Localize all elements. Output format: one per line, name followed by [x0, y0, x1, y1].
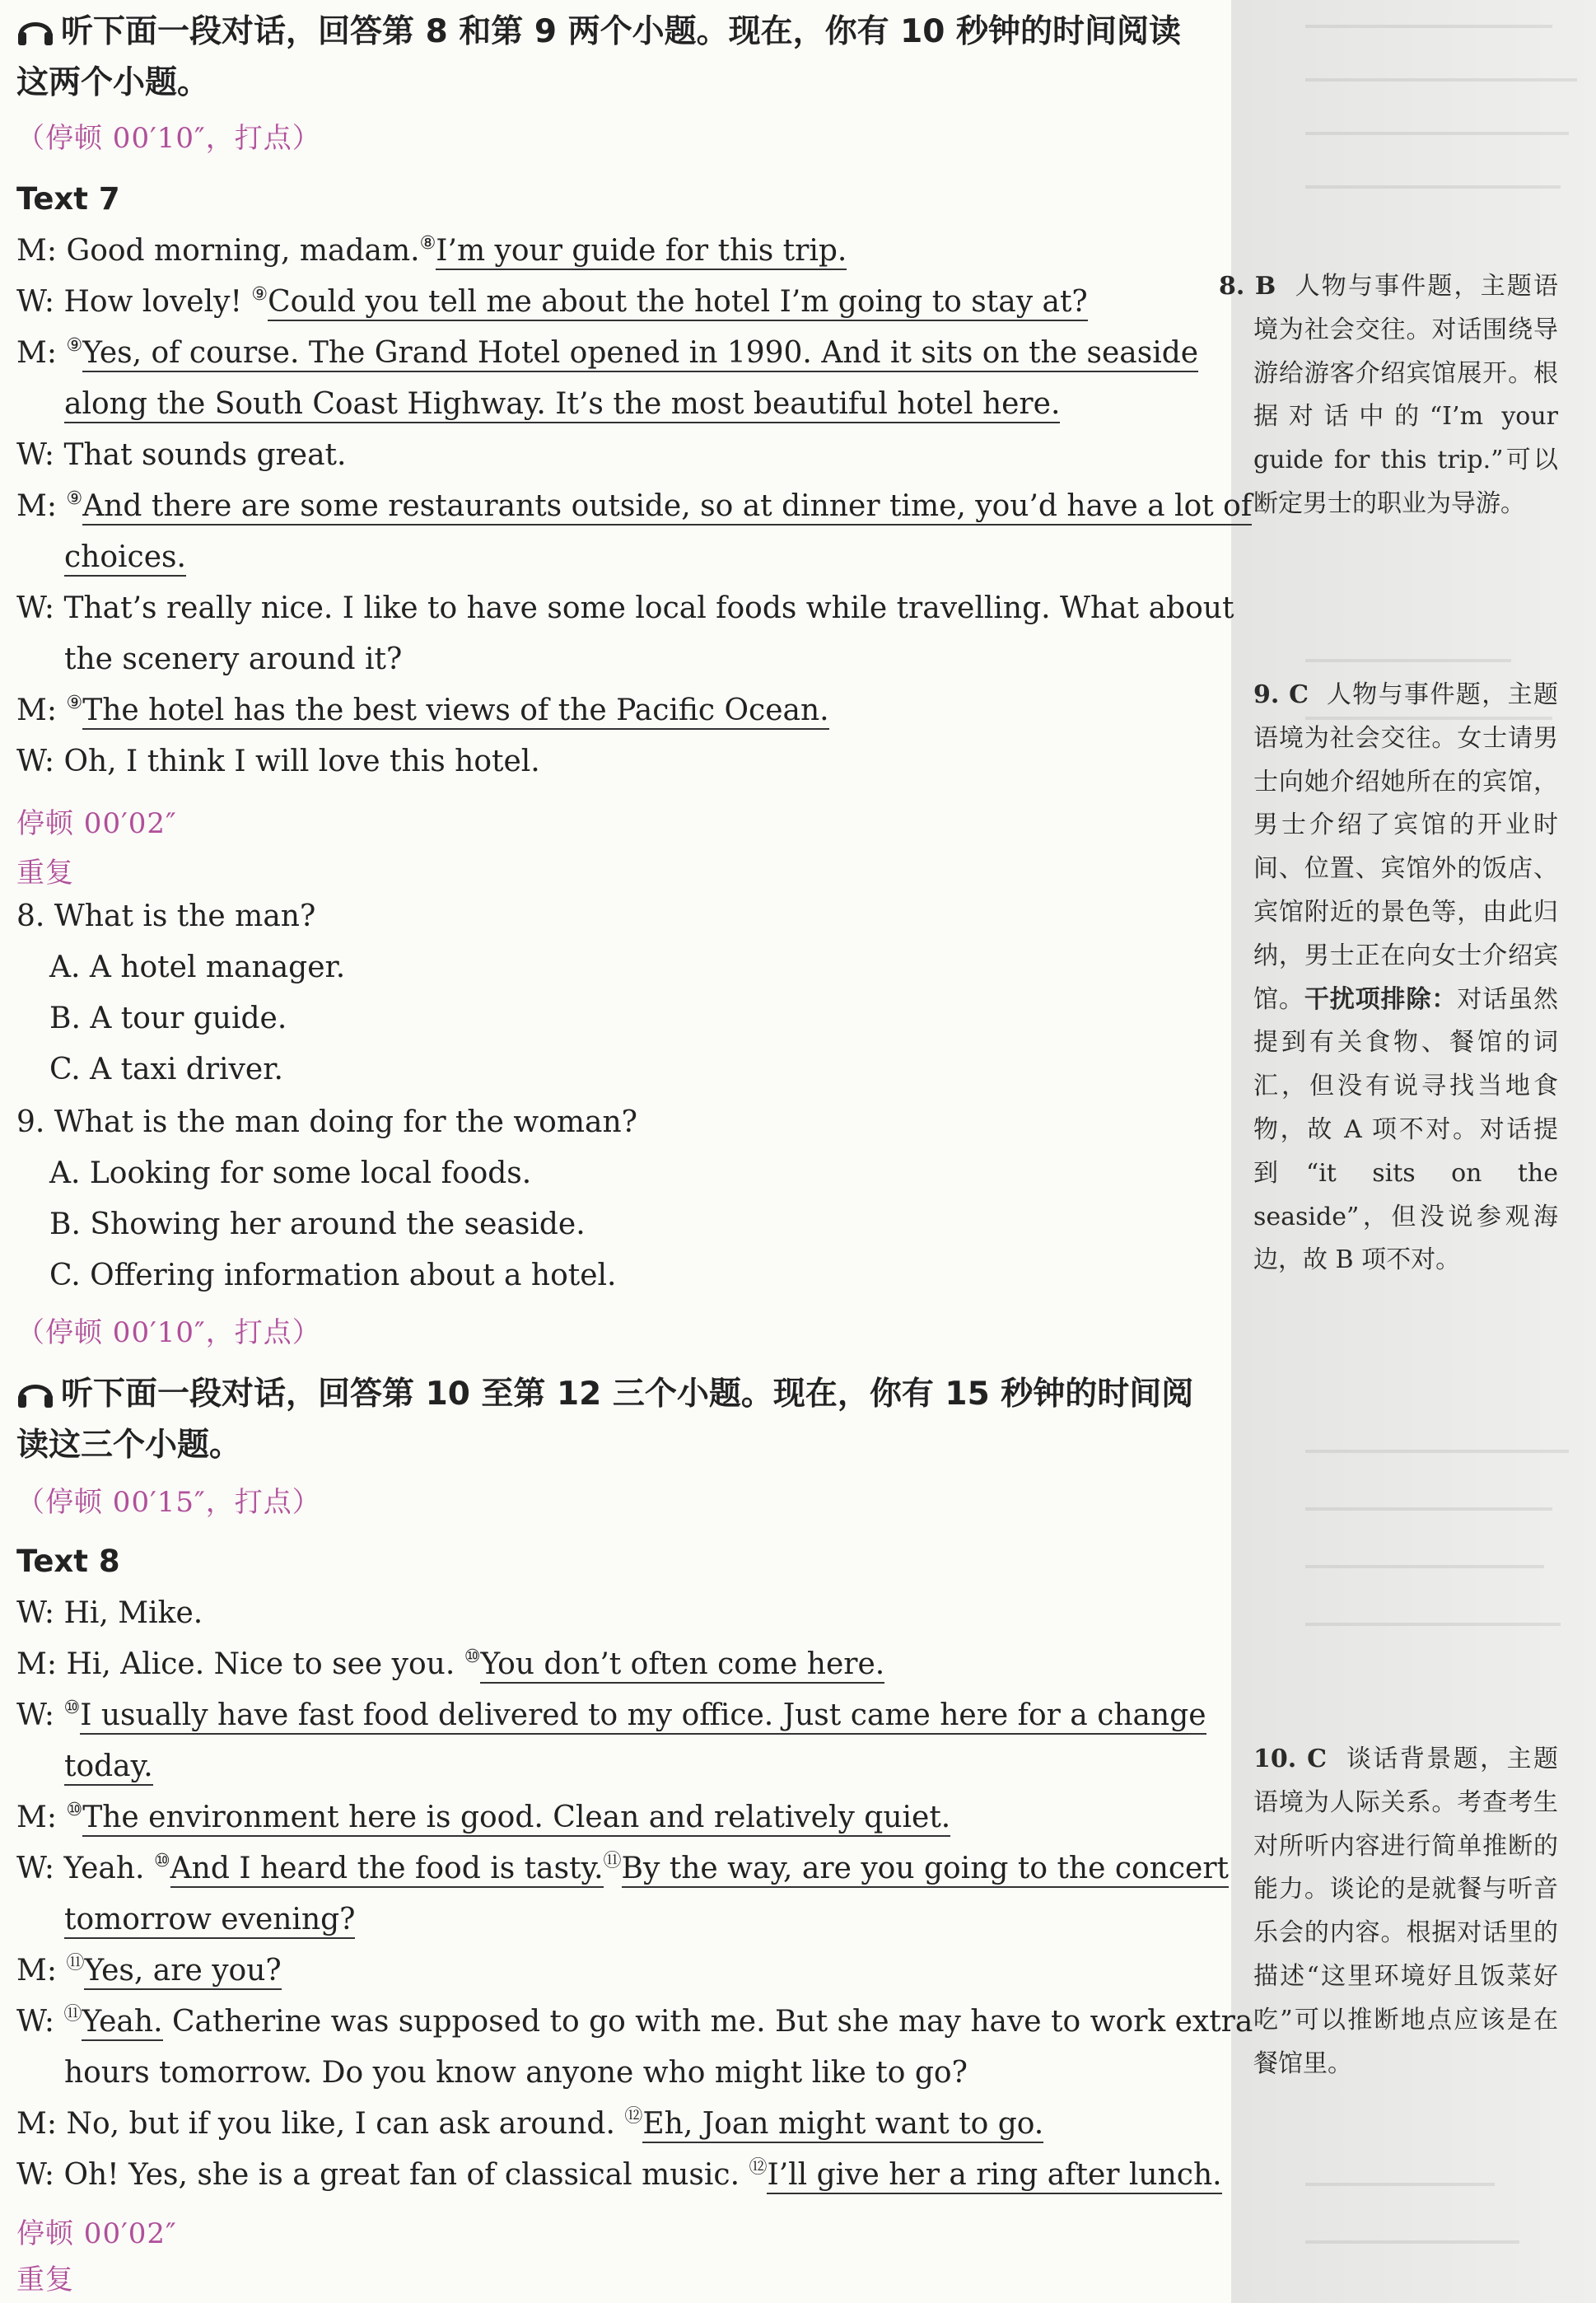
dialogue-line: the scenery around it? [64, 642, 403, 676]
dialogue-line: M: Hi, Alice. Nice to see you. ⑩You don’t often come here. [16, 1646, 1202, 1684]
dialogue-line: today. [64, 1748, 1202, 1786]
pause-short: 停顿 00′02″ [16, 807, 177, 840]
dialogue-line: W: Hi, Mike. [16, 1596, 203, 1630]
headphones-icon [16, 14, 54, 47]
answer-note-9 [1253, 674, 1558, 1282]
answer-explanation: 对话虽然提到有关食物、餐馆的词汇，但没有说寻找当地食物，故 A 项不对。对话提到“it sits on the seaside”，但没说参观海边，故 B 项不对。 [1253, 984, 1559, 1275]
answer-note-8 [1219, 265, 1559, 526]
dialogue-line: M: ⑩The environment here is good. Clean and relatively quiet. [16, 1799, 1202, 1837]
instruction-text: 听下面一段对话，回答第 10 至第 12 三个小题。现在，你有 15 秒钟的时间阅读这三个小题。 [16, 1376, 1194, 1464]
pause-end: （停顿 00′10″，打点） [16, 1316, 321, 1349]
dialogue-line: W: Oh! Yes, she is a great fan of classical music. ⑫I’ll give her a ring after lunch. [16, 2156, 1202, 2194]
dialogue-line: tomorrow evening? [64, 1901, 1202, 1939]
pause-note: （停顿 00′15″，打点） [16, 1486, 321, 1519]
pause-note: （停顿 00′10″，打点） [16, 122, 321, 155]
instruction-section1 [16, 7, 1211, 109]
dialogue-line: M: No, but if you like, I can ask around. ⑫Eh, Joan might want to go. [16, 2105, 1202, 2143]
question-9: 9. What is the man doing for the woman? [16, 1105, 637, 1139]
dialogue-line: W: That’s really nice. I like to have some local foods while travelling. What about [16, 591, 1234, 625]
answer-label: 9. C [1253, 680, 1309, 709]
option-9b: B. Showing her around the seaside. [49, 1208, 586, 1241]
dialogue-line: M: ⑨The hotel has the best views of the Pacific Ocean. [16, 692, 1202, 730]
dialogue-line: along the South Coast Highway. It’s the most beautiful hotel here. [64, 385, 1202, 423]
dialogue-line: M: ⑪Yes, are you? [16, 1952, 1202, 1990]
option-8b: B. A tour guide. [49, 1002, 287, 1035]
dialogue-line: W: ⑩I usually have fast food delivered to my office. Just came here for a change [16, 1697, 1202, 1735]
answer-explanation: 人物与事件题，主题语境为社会交往。对话围绕导游给游客介绍宾馆展开。根据对话中的“I’m your guide for this trip.”可以断定男士的职业为导游。 [1253, 272, 1559, 518]
dialogue-line: M: ⑨And there are some restaurants outside, so at dinner time, you’d have a lot of [16, 488, 1202, 526]
answer-explanation: 人物与事件题，主题语境为社会交往。女士请男士向她介绍她所在的宾馆，男士介绍了宾馆的开业时间、位置、宾馆外的饭店、宾馆附近的景色等，由此归纳，男士正在向女士介绍宾馆。 [1253, 680, 1559, 1014]
answer-label: 10. C [1253, 1745, 1327, 1773]
option-8c: C. A taxi driver. [49, 1053, 283, 1086]
option-9a: A. Looking for some local foods. [49, 1156, 532, 1190]
distractor-tag: 干扰项排除： [1304, 984, 1458, 1014]
option-8a: A. A hotel manager. [49, 951, 346, 984]
answer-note-10 [1253, 1738, 1558, 2086]
text7-heading: Text 7 [16, 181, 120, 217]
dialogue-line: W: Oh, I think I will love this hotel. [16, 745, 540, 778]
dialogue-line: hours tomorrow. Do you know anyone who might like to go? [64, 2056, 968, 2090]
dialogue-line: W: Yeah. ⑩And I heard the food is tasty.⑪By the way, are you going to the concert [16, 1850, 1202, 1888]
repeat-note: 重复 [16, 857, 74, 890]
answer-label: 8. B [1219, 272, 1276, 301]
question-8: 8. What is the man? [16, 899, 316, 933]
dialogue-line: W: How lovely! ⑨Could you tell me about the hotel I’m going to stay at? [16, 283, 1202, 321]
dialogue-line: M: ⑨Yes, of course. The Grand Hotel opened in 1990. And it sits on the seaside [16, 334, 1202, 372]
dialogue-line: choices. [64, 539, 1202, 577]
dialogue-line: W: That sounds great. [16, 438, 347, 472]
repeat-note: 重复 [16, 2263, 74, 2296]
answer-explanation: 谈话背景题，主题语境为人际关系。考查考生对所听内容进行简单推断的能力。谈论的是就餐与听音乐会的内容。根据对话里的描述“这里环境好且饭菜好吃”可以推断地点应该是在餐馆里。 [1253, 1745, 1559, 2078]
dialogue-line: W: ⑪Yeah. Catherine was supposed to go with me. But she may have to work extra [16, 2003, 1202, 2041]
dialogue-line: M: Good morning, madam.⑧I’m your guide for this trip. [16, 232, 1202, 270]
text8-heading: Text 8 [16, 1544, 120, 1579]
option-9c: C. Offering information about a hotel. [49, 1259, 617, 1292]
pause-short: 停顿 00′02″ [16, 2217, 177, 2250]
instruction-section2 [16, 1369, 1211, 1471]
instruction-text: 听下面一段对话，回答第 8 和第 9 两个小题。现在，你有 10 秒钟的时间阅读这两个小题。 [16, 13, 1182, 101]
headphones-icon [16, 1376, 54, 1409]
